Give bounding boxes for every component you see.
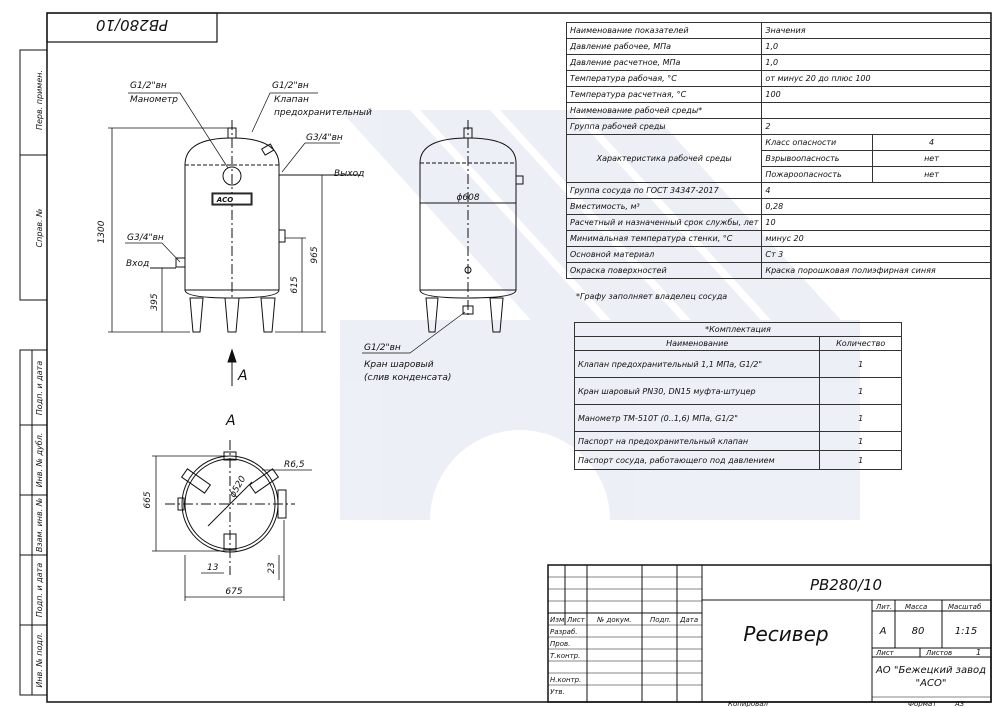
spec-name: Основной материал — [567, 247, 762, 263]
dim-height: 1300 — [97, 220, 107, 244]
kit-row — [575, 351, 902, 378]
format-value: А3 — [955, 700, 965, 707]
kit-row — [575, 451, 902, 470]
spec-header-name: Наименование показателей — [567, 23, 762, 39]
mass-value: 80 — [911, 626, 925, 637]
kit-title-row — [575, 323, 902, 337]
manometer-thread: G1/2"вн — [130, 81, 167, 91]
spec-row — [567, 135, 991, 151]
dim-965: 965 — [310, 246, 320, 264]
view-a-w: 675 — [225, 587, 243, 597]
spec-row — [567, 231, 991, 247]
spec-row — [567, 103, 991, 119]
dim-395: 395 — [150, 293, 160, 311]
kit-qty: 1 — [820, 432, 902, 451]
view-a — [165, 440, 295, 575]
spec-value: минус 20 — [762, 231, 991, 247]
mass-label: Масса — [905, 603, 928, 611]
spec-row — [567, 119, 991, 135]
role-2: Т.контр. — [550, 652, 581, 660]
spec-row — [567, 183, 991, 199]
drain-label-1: Кран шаровый — [364, 360, 434, 370]
scale-label: Масштаб — [948, 603, 982, 611]
drain-thread: G1/2"вн — [364, 343, 401, 353]
spec-row — [567, 55, 991, 71]
valve-label-2: предохранительный — [274, 108, 372, 118]
designation: РВ280/10 — [809, 576, 883, 594]
dim-615: 615 — [290, 276, 300, 294]
spec-value: Краска порошковая полиэфирная синяя — [762, 263, 991, 279]
medium-name: Класс опасности — [762, 135, 873, 151]
kit-name: Паспорт сосуда, работающего под давлением — [575, 451, 820, 470]
inlet-thread: G3/4"вн — [127, 233, 164, 243]
spec-value: 100 — [762, 87, 991, 103]
side-label-3: Инв. № дубл. — [35, 432, 44, 488]
inlet-label: Вход — [126, 259, 150, 269]
lit-label: Лит. — [876, 603, 893, 611]
col-izm: Изм. — [550, 616, 567, 624]
spec-header-value: Значения — [762, 23, 991, 39]
spec-value: 1,0 — [762, 39, 991, 55]
kit-row — [575, 405, 902, 432]
logo-text: АСО — [216, 196, 234, 204]
col-sign: Подп. — [650, 616, 672, 624]
medium-value: 4 — [872, 135, 990, 151]
spec-name: Температура расчетная, °С — [567, 87, 762, 103]
spec-value: 0,28 — [762, 199, 991, 215]
spec-row — [567, 199, 991, 215]
format-label: Формат — [908, 700, 937, 707]
side-diameter: ϕ608 — [456, 193, 480, 203]
spec-value — [762, 103, 991, 119]
role-0: Разраб. — [550, 628, 578, 636]
spec-name: Давление расчетное, МПа — [567, 55, 762, 71]
kit-table — [574, 322, 902, 470]
medium-name: Пожароопасность — [762, 167, 873, 183]
medium-value: нет — [872, 167, 990, 183]
kit-row — [575, 432, 902, 451]
kit-qty: 1 — [820, 351, 902, 378]
spec-row — [567, 263, 991, 279]
role-4: Н.контр. — [550, 676, 582, 684]
medium-label: Характеристика рабочей среды — [567, 135, 762, 183]
col-list: Лист — [567, 616, 585, 624]
spec-name: Вместимость, м³ — [567, 199, 762, 215]
view-a-23: 23 — [267, 562, 277, 574]
spec-row — [567, 39, 991, 55]
side-label-0: Перв. примен. — [35, 69, 44, 131]
side-label-6: Инв. № подл. — [35, 632, 44, 688]
kit-name: Паспорт на предохранительный клапан — [575, 432, 820, 451]
spec-value: 10 — [762, 215, 991, 231]
spec-note: *Графу заполняет владелец сосуда — [576, 292, 728, 301]
medium-name: Взрывоопасность — [762, 151, 873, 167]
spec-row — [567, 215, 991, 231]
view-a-label: A — [226, 413, 236, 429]
front-dims — [108, 128, 326, 332]
drain-label-2: (слив конденсата) — [364, 373, 452, 383]
kit-header-name: Наименование — [575, 337, 820, 351]
role-1: Пров. — [550, 640, 571, 648]
kit-header-qty: Количество — [820, 337, 902, 351]
sheet-label: Лист — [876, 649, 894, 657]
side-label-4: Взам. инв. № — [35, 497, 44, 553]
drawing-name: Ресивер — [743, 622, 829, 646]
spec-row — [567, 71, 991, 87]
copied-label: Копировал — [728, 700, 768, 707]
view-a-r: R6,5 — [284, 460, 305, 470]
kit-qty: 1 — [820, 405, 902, 432]
outlet-thread: G3/4"вн — [306, 133, 343, 143]
kit-name: Манометр ТМ-510Т (0..1,6) МПа, G1/2" — [575, 405, 820, 432]
spec-name: Расчетный и назначенный срок службы, лет — [567, 215, 762, 231]
front-view — [150, 120, 360, 332]
spec-value: 2 — [762, 119, 991, 135]
side-label-5: Подп. и дата — [35, 562, 44, 618]
role-5: Утв. — [550, 688, 565, 696]
spec-name: Минимальная температура стенки, °С — [567, 231, 762, 247]
kit-row — [575, 378, 902, 405]
kit-name: Клапан предохранительный 1,1 МПа, G1/2" — [575, 351, 820, 378]
view-arrow — [228, 350, 236, 386]
company-line-2: "АСО" — [915, 678, 947, 689]
spec-name: Окраска поверхностей — [567, 263, 762, 279]
manometer-label: Манометр — [130, 95, 178, 105]
spec-name: Температура рабочая, °С — [567, 71, 762, 87]
view-a-dims — [152, 456, 312, 601]
outlet-label: Выход — [334, 169, 365, 179]
view-a-13: 13 — [207, 563, 219, 573]
valve-label-1: Клапан — [274, 95, 309, 105]
spec-value: 1,0 — [762, 55, 991, 71]
col-date: Дата — [680, 616, 699, 624]
spec-row — [567, 87, 991, 103]
view-a-h: 665 — [143, 491, 153, 509]
kit-name: Кран шаровый PN30, DN15 муфта-штуцер — [575, 378, 820, 405]
spec-name: Группа рабочей среды — [567, 119, 762, 135]
spec-name: Давление рабочее, МПа — [567, 39, 762, 55]
kit-header — [575, 337, 902, 351]
medium-value: нет — [872, 151, 990, 167]
company-line-1: АО "Бежецкий завод — [875, 665, 987, 676]
spec-value: Ст 3 — [762, 247, 991, 263]
spec-row — [567, 247, 991, 263]
stamp-text: PB280/10 — [95, 16, 169, 34]
sheets-label: Листов — [926, 649, 953, 657]
col-doc: № докум. — [597, 616, 632, 624]
side-label-1: Справ. № — [35, 208, 44, 248]
spec-value: 4 — [762, 183, 991, 199]
spec-name: Наименование рабочей среды* — [567, 103, 762, 119]
spec-name: Группа сосуда по ГОСТ 34347-2017 — [567, 183, 762, 199]
view-a-d: ϕ520 — [228, 474, 249, 500]
spec-value: от минус 20 до плюс 100 — [762, 71, 991, 87]
valve-thread: G1/2"вн — [272, 81, 309, 91]
spec-table — [566, 22, 991, 279]
kit-qty: 1 — [820, 378, 902, 405]
kit-title: *Комплектация — [575, 323, 902, 337]
scale-value: 1:15 — [954, 626, 978, 637]
view-arrow-letter: A — [238, 368, 248, 384]
kit-qty: 1 — [820, 451, 902, 470]
spec-header — [567, 23, 991, 39]
side-label-2: Подп. и дата — [35, 360, 44, 416]
sheets-value: 1 — [976, 648, 982, 657]
lit-value: А — [879, 626, 887, 637]
